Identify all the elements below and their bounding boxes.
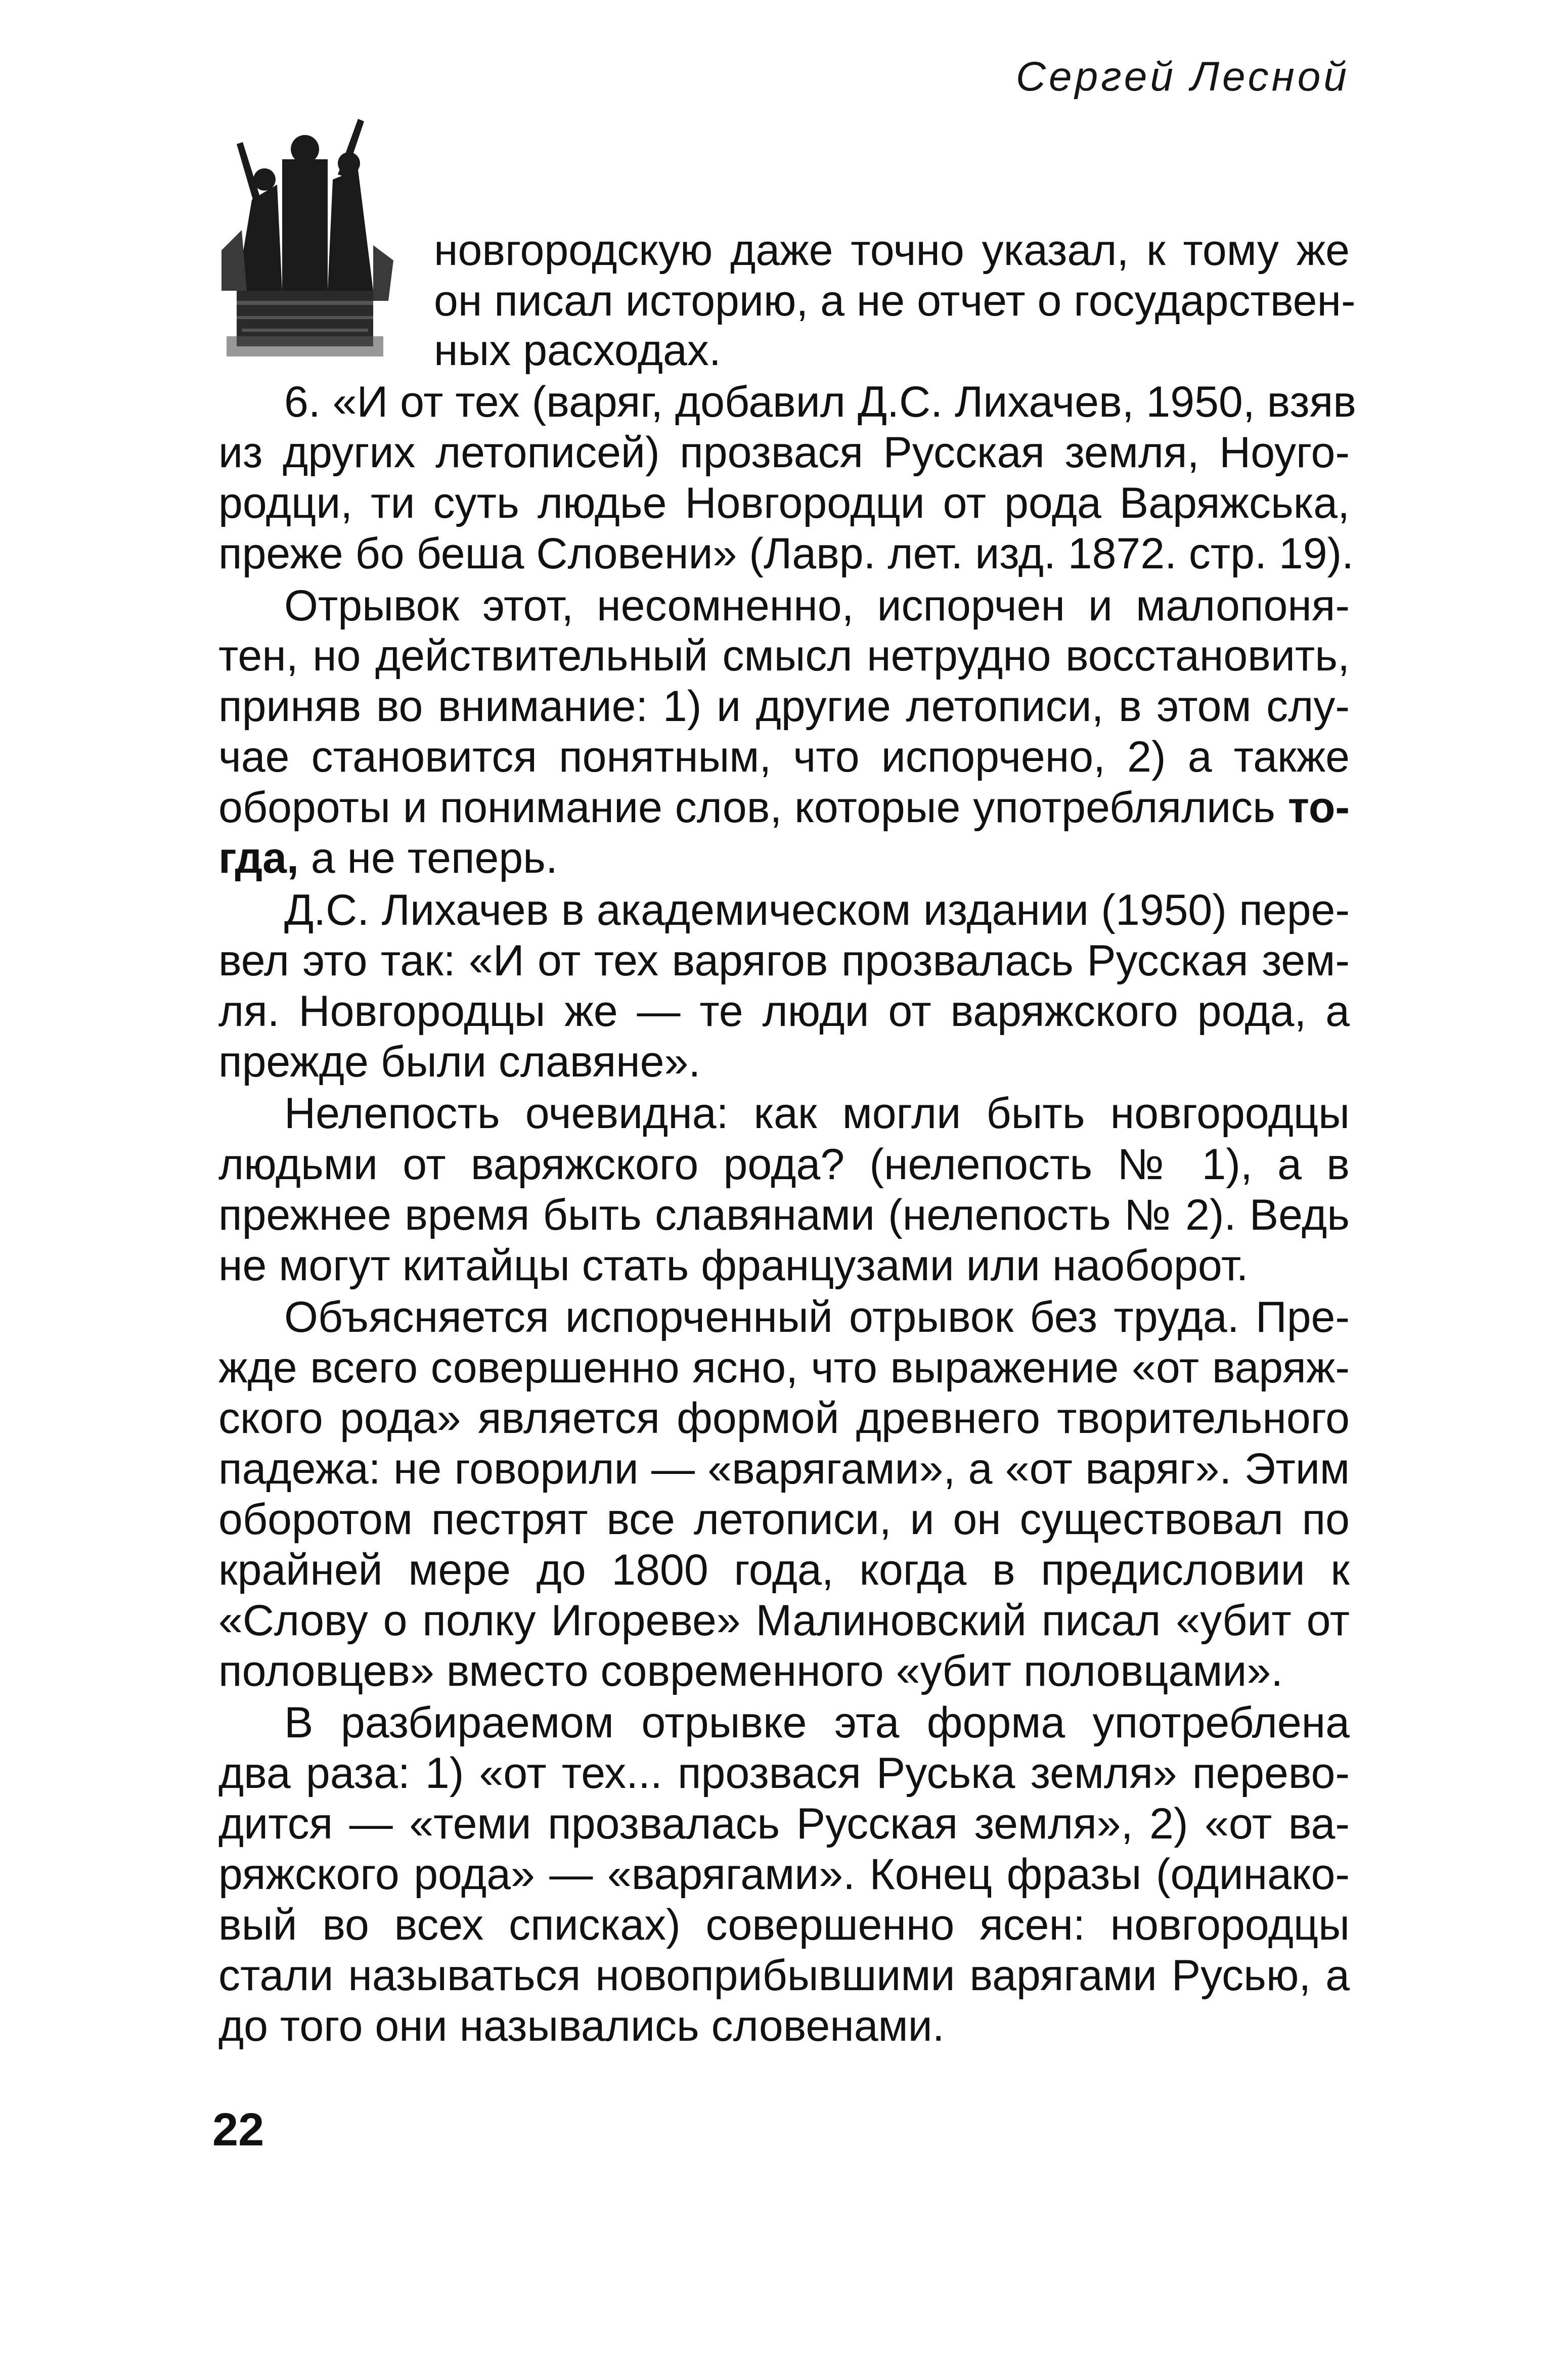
text-line: приняв во внимание: 1) и другие летописи, в этом слу- [218,682,1350,731]
text-span: а не теперь. [298,834,558,882]
text-line: чае становится понятным, что испорчено, 2) а также [218,733,1350,781]
text-line: из других летописей) прозвася Русская земля, Ноуго- [218,428,1350,477]
text-line: крайней мере до 1800 года, когда в предисловии к [218,1546,1350,1594]
text-line: ряжского рода» — «варягами». Конец фразы (одинако- [218,1850,1350,1899]
statue-illustration-icon [206,99,409,367]
text-line: ных расходах. [434,326,721,375]
text-line: 6. «И от тех (варяг, добавил Д.С. Лихачев, 1950, взяв [284,378,1356,426]
text-line: дится — «теми прозвалась Русская земля», 2) «от ва- [218,1800,1350,1848]
bold-word: то- [1287,783,1350,832]
page-header-author: Сергей Лесной [1015,54,1350,100]
text-line: Д.С. Лихачев в академическом издании (1950) пере- [284,886,1350,934]
text-line: жде всего совершенно ясно, что выражение «от варяж- [218,1343,1350,1392]
bold-word: гда, [218,834,299,882]
text-line: тен, но действительный смысл нетрудно восстановить, [218,632,1350,680]
text-line: два раза: 1) «от тех... прозвася Руська земля» перево- [218,1749,1350,1798]
text-line: оборотом пестрят все летописи, и он существовал по [218,1495,1350,1544]
text-line: ля. Новгородцы же — те люди от варяжского рода, а [218,987,1350,1036]
text-line: половцев» вместо современного «убит половцами». [218,1647,1283,1695]
text-line: ского рода» является формой древнего творительного [218,1394,1350,1443]
text-line: стали называться новоприбывшими варягами Русью, а [218,1951,1350,2000]
text-line: новгородскую даже точно указал, к тому же [434,226,1350,275]
text-line [218,833,1350,883]
text-line: Отрывок этот, несомненно, испорчен и малопоня- [284,581,1350,630]
text-line: В разбираемом отрывке эта форма употреблена [284,1698,1350,1747]
text-line: Нелепость очевидна: как могли быть новгородцы [284,1089,1350,1138]
text-line: преже бо беша Словени» (Лавр. лет. изд. 1872. стр. 19). [218,529,1354,578]
text-line: до того они назывались словенами. [218,2002,945,2050]
text-line: падежа: не говорили — «варягами», а «от варяг». Этим [218,1445,1350,1493]
text-line: людьми от варяжского рода? (нелепость № 1), а в [218,1140,1350,1189]
text-line: вый во всех списках) совершенно ясен: новгородцы [218,1901,1350,1949]
page-number: 22 [212,2104,264,2156]
text-line: Объясняется испорченный отрывок без труда. Пре- [284,1293,1350,1341]
text-line: он писал историю, а не отчет о государствен- [434,277,1356,325]
text-line: вел это так: «И от тех варягов прозвалась Русская зем- [218,936,1350,985]
text-line: прежнее время быть славянами (нелепость № 2). Ведь [218,1191,1350,1239]
text-line: не могут китайцы стать французами или наоборот. [218,1241,1249,1290]
text-line: прежде были славяне». [218,1038,701,1086]
text-span: обороты и понимание слов, которые употреблялись [218,783,1288,832]
text-line: родци, ти суть людье Новгородци от рода Варяжська, [218,479,1350,527]
text-line: «Слову о полку Игореве» Малиновский писал «убит от [218,1596,1350,1645]
text-line [218,782,1350,833]
